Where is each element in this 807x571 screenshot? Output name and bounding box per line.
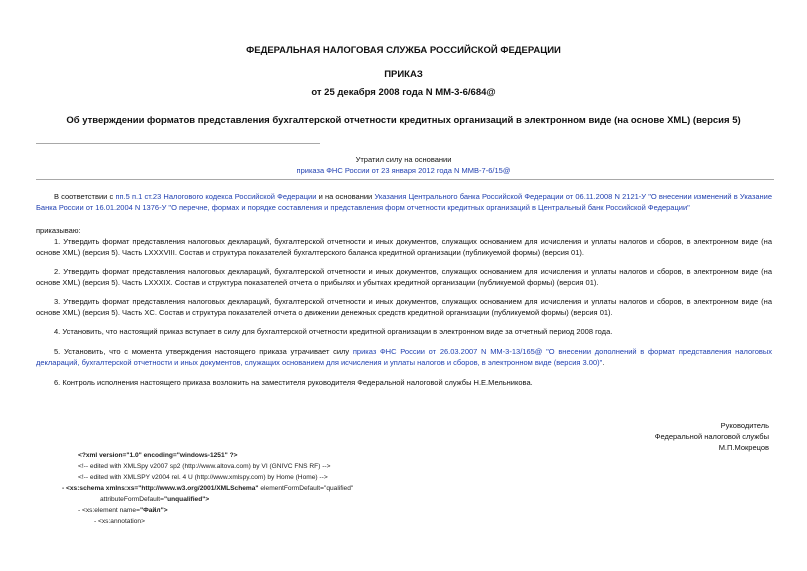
xml-schema-element[interactable] [62,484,353,494]
central-bank-directive-link[interactable]: Указания Центрального банка Российской Федерации от 06.11.2008 N 2121-У "О внесении изменений в Указание Банка России от 16.01.2004 N 1376-У "О перечне, формах и порядке составления и представления форм отчетности кредитных организаций в Центральный банк Российской Федерации" [36,192,773,212]
tax-code-link[interactable]: пп.5 п.1 ст.23 Налогового кодекса Российской Федерации [115,192,317,201]
xml-comment: <!-- edited with XMLSPY v2004 rel. 4 U (http://www.xmlspy.com) by Home (Home) --> [78,474,328,481]
xml-element-file[interactable] [78,506,168,516]
xml-attr: elementFormDefault="qualified" [258,485,354,492]
signature-title: Руководитель [720,421,769,430]
divider [36,143,320,144]
order-item-5 [36,346,772,368]
signature-organization: Федеральной налоговой службы [654,432,769,441]
xml-schema-open: - <xs:schema xmlns:xs="http://www.w3.org/2001/XMLSchema" [62,485,259,492]
order-item-5-end: . [602,358,605,367]
repealed-order-link[interactable]: приказ ФНС России от 26.03.2007 N ММ-3-13/165@ "О внесении дополнений в формат представления налоговых деклараций, бухгалтерской отчетности и иных документов, служащих основанием для исчисления и уплаты налогов и сборов, в электронном виде (версия 3.00)" [36,347,772,367]
xml-tag: - <xs:element name= [78,507,140,514]
xml-attr-value: "unqualified"> [163,496,210,503]
repeal-link-line [0,165,807,176]
repeal-order-link[interactable]: приказа ФНС России от 23 января 2012 года N ММВ-7-6/15@ [296,166,511,175]
xml-attribute-line [100,495,209,505]
intro-text: В соответствии с [54,192,116,201]
order-item-1: 1. Утвердить формат представления налоговых деклараций, бухгалтерской отчетности и иных документов, служащих основанием для исчисления и уплаты налогов и сборов, в электронном виде (на основе XML) (версия 5). Часть LXXXVIII. Состав и структура показателей бухгалтерского баланса кредитной организации (публикуемой формы) (версия 01). [36,237,772,257]
document-date-number: от 25 декабря 2008 года N ММ-3-6/684@ [311,87,496,98]
xml-attr: attributeFormDefault= [100,496,164,503]
xml-comment: <!-- edited with XMLSpy v2007 sp2 (http://www.altova.com) by VI (GNIVC FNS RF) --> [78,463,331,470]
order-item-5-text: 5. Установить, что с момента утверждения настоящего приказа утрачивает силу [54,347,353,356]
intro-paragraph [36,191,772,213]
order-item-6: 6. Контроль исполнения настоящего приказа возложить на заместителя руководителя Федеральной налоговой службы Н.Е.Мельникова. [54,378,533,387]
document-title: Об утверждении форматов представления бухгалтерской отчетности кредитных организаций в электронном виде (на основе XML) (версия 5) [66,115,741,126]
repeal-note: Утратил силу на основании [355,155,452,164]
signature-name: М.П.Мокрецов [718,443,769,452]
xml-attr-value: "Файл"> [139,507,168,514]
divider [36,179,774,180]
xml-declaration: <?xml version="1.0" encoding="windows-1251" ?> [78,452,238,459]
xml-annotation-element[interactable]: - <xs:annotation> [94,518,145,525]
agency-name: ФЕДЕРАЛЬНАЯ НАЛОГОВАЯ СЛУЖБА РОССИЙСКОЙ ФЕДЕРАЦИИ [246,45,561,56]
order-item-3: 3. Утвердить формат представления налоговых деклараций, бухгалтерской отчетности и иных документов, служащих основанием для исчисления и уплаты налогов и сборов, в электронном виде (на основе XML) (версия 5). Часть XC. Состав и структура показателей отчета о движении денежных средств кредитной организации (публикуемой формы) (версия 01). [36,297,772,317]
order-item-4: 4. Установить, что настоящий приказ вступает в силу для бухгалтерской отчетности кредитной организации в электронном виде за отчетный период 2008 года. [54,327,613,336]
order-item-2: 2. Утвердить формат представления налоговых деклараций, бухгалтерской отчетности и иных документов, служащих основанием для исчисления и уплаты налогов и сборов, в электронном виде (на основе XML) (версия 5). Часть LXXXIX. Состав и структура показателей отчета о прибылях и убытках кредитной организации (публикуемой формы) (версия 01). [36,267,772,287]
intro-text: и на основании [316,192,375,201]
document-kind: ПРИКАЗ [384,69,423,80]
order-word: приказываю: [36,226,81,235]
